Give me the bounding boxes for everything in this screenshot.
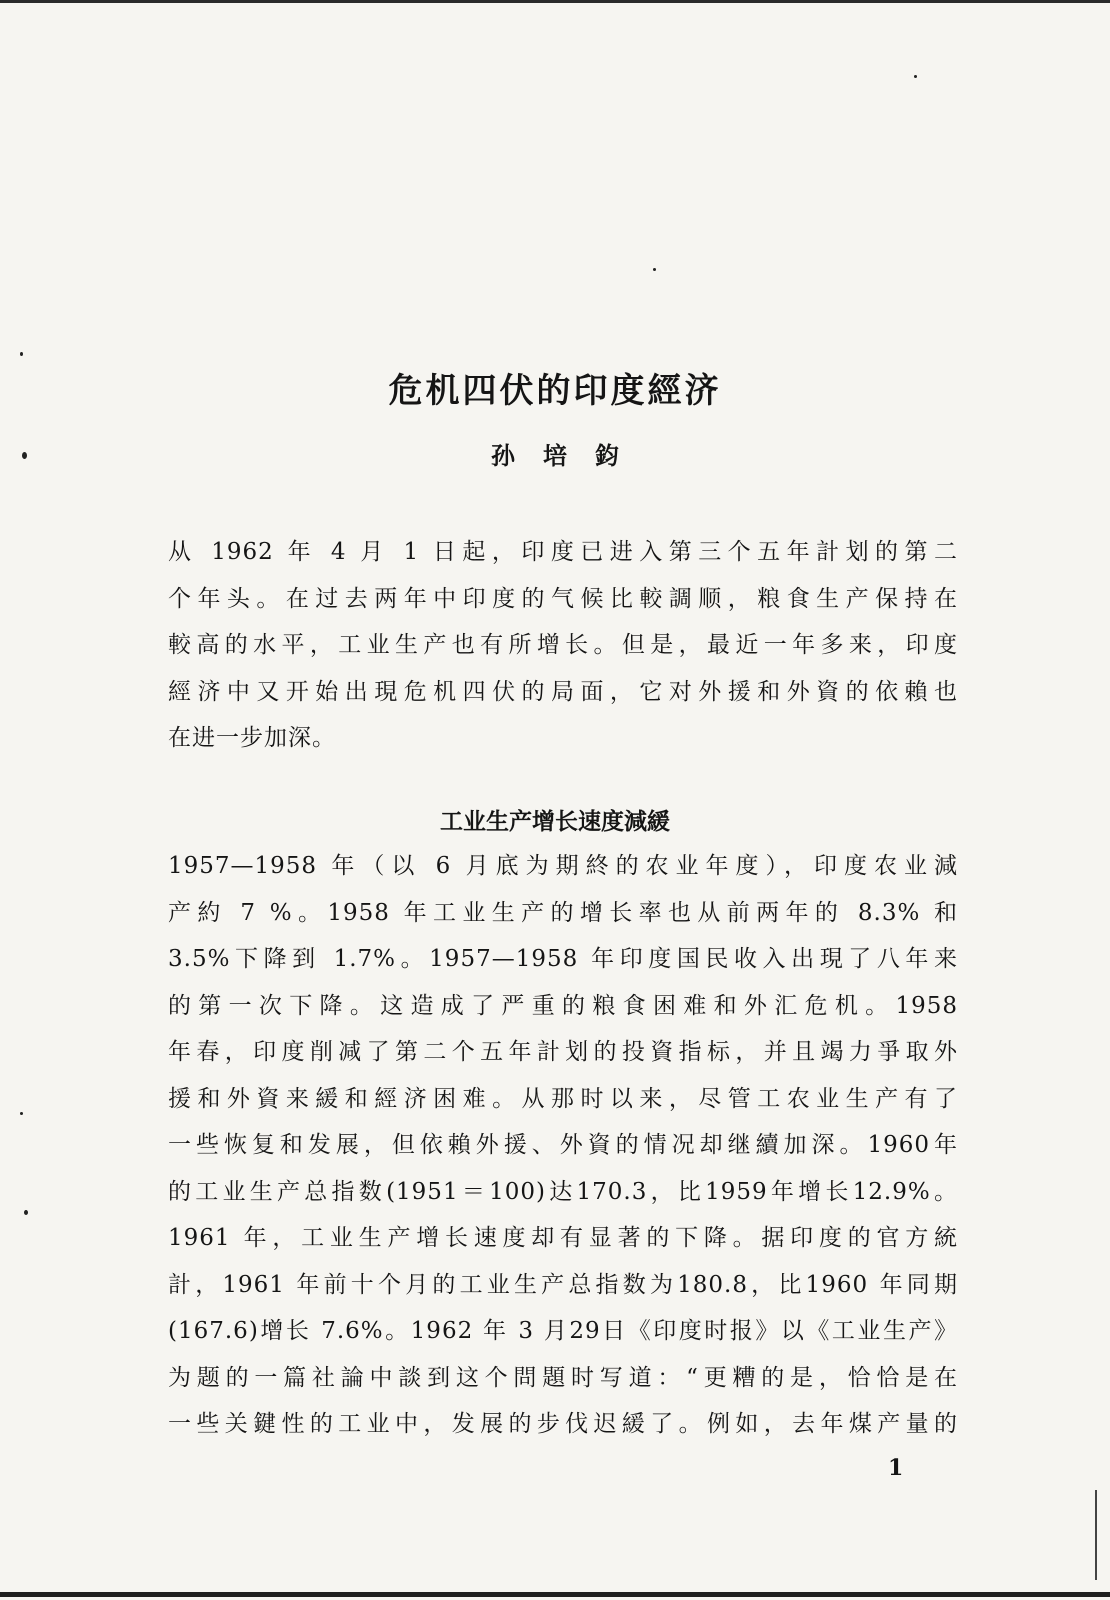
text-line: 个年头。在过去两年中印度的气候比較調顺，粮食生产保持在 <box>168 585 958 612</box>
text-line: 經济中又开始出現危机四伏的局面，它对外援和外資的依賴也 <box>168 678 958 705</box>
scan-speck <box>20 352 23 356</box>
text-line: (167.6)增长 7.6%。1962 年 3 月29日《印度时报》以《工业生产》 <box>168 1318 958 1344</box>
text-line: 1961 年，工业生产增长速度却有显著的下降。据印度的官方統 <box>168 1225 958 1251</box>
section-paragraph <box>168 843 958 1448</box>
intro-paragraph <box>168 529 958 762</box>
text-line: 的第一次下降。这造成了严重的粮食困难和外汇危机。1958 <box>168 992 958 1019</box>
page-bottom-edge <box>0 1592 1110 1597</box>
text-line: 为题的一篇社論中談到这个問題时写道：“更糟的是，恰恰是在 <box>168 1364 958 1391</box>
text-line: 的工业生产总指数(1951＝100)达170.3，比1959年增长12.9%。 <box>168 1178 958 1205</box>
text-line: 从 1962 年 4 月 1 日起，印度已进入第三个五年計划的第二 <box>168 539 958 565</box>
scan-speck <box>20 1112 23 1115</box>
scan-speck <box>914 75 917 78</box>
section-heading: 工业生产增长速度減緩 <box>440 808 670 836</box>
text-line: 援和外資来緩和經济困难。从那时以来，尽管工农业生产有了 <box>168 1085 958 1112</box>
text-line: 产約 7 %。1958 年工业生产的增长率也从前两年的 8.3% 和 <box>168 899 958 926</box>
scan-speck <box>24 1210 28 1215</box>
text-line: 在进一步加深。 <box>168 725 336 751</box>
text-line: 一些恢复和发展，但依賴外援、外資的情况却继續加深。1960年 <box>168 1132 958 1158</box>
text-line: 3.5%下降到 1.7%。1957—1958 年印度国民收入出現了八年来 <box>168 946 958 972</box>
text-line: 較高的水平，工业生产也有所增长。但是，最近一年多来，印度 <box>168 632 958 658</box>
page-top-edge <box>0 0 1110 3</box>
scan-speck <box>653 268 656 271</box>
text-line: 計，1961 年前十个月的工业生产总指数为180.8，比1960 年同期 <box>168 1271 958 1298</box>
text-line: 年春，印度削减了第二个五年計划的投資指标，并且竭力爭取外 <box>168 1039 958 1065</box>
page-number: 1 <box>888 1455 904 1481</box>
page-right-edge <box>1095 1490 1097 1580</box>
author-name: 孙培鈞 <box>491 441 647 470</box>
text-line: 1957—1958 年（以 6 月底为期終的农业年度），印度农业減 <box>168 853 958 879</box>
text-line: 一些关鍵性的工业中，发展的步伐迟緩了。例如，去年煤产量的 <box>168 1411 958 1437</box>
article-title: 危机四伏的印度經济 <box>388 370 722 411</box>
